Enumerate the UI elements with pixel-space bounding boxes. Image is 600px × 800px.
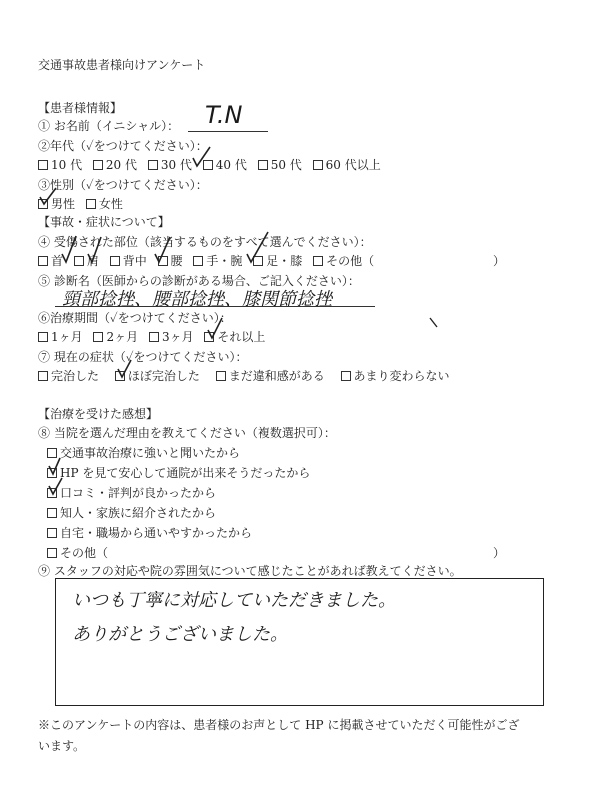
q9-label: ⑨ スタッフの対応や院の雰囲気について感じたことがあれば教えてください。: [38, 564, 462, 578]
reason-option-checked[interactable]: HP を見て安心して通院が出来そうだったから: [47, 464, 310, 481]
check-mark-icon: [247, 232, 268, 262]
check-mark-icon: [155, 237, 170, 262]
period-option[interactable]: 2ヶ月: [93, 328, 138, 345]
q6-label: ⑥治療期間（✓をつけてください）：: [38, 311, 232, 325]
patient-section-heading: 【患者様情報】: [38, 101, 123, 115]
q3-label: ③性別（✓をつけてください）：: [38, 178, 208, 192]
check-mark-icon: [88, 237, 101, 262]
gender-option[interactable]: 女性: [86, 195, 123, 212]
body-part-option[interactable]: 手・腕: [193, 252, 242, 269]
q1-handwritten-answer[interactable]: T.N: [205, 101, 243, 129]
period-option[interactable]: 3ヶ月: [149, 328, 194, 345]
reason-option-other[interactable]: その他（: [47, 544, 108, 561]
age-option[interactable]: 60 代以上: [313, 156, 381, 173]
feedback-section-heading: 【治療を受けた感想】: [38, 407, 159, 421]
reason-option[interactable]: 知人・家族に紹介されたから: [47, 504, 216, 521]
period-option-checked[interactable]: それ以上: [204, 328, 265, 345]
check-mark-icon: [208, 318, 222, 338]
survey-title: 交通事故患者様向けアンケート: [38, 58, 206, 72]
body-part-option-checked[interactable]: 首: [38, 252, 63, 269]
accident-section-heading: 【事故・症状について】: [38, 215, 170, 229]
footer-note-line: ※このアンケートの内容は、患者様のお声として HP に掲載させていただく可能性がござ: [38, 718, 520, 732]
q5-handwritten-answer[interactable]: 頸部捻挫、腰部捻挫、膝関節捻挫: [62, 289, 332, 310]
age-option[interactable]: 20 代: [93, 156, 137, 173]
q8-close-paren: ）: [493, 546, 506, 560]
q4-label: ④ 受傷された部位（該当するものをすべて選んでください）：: [38, 235, 372, 249]
body-part-option-other[interactable]: その他（: [313, 252, 374, 269]
age-option-checked[interactable]: 40 代: [203, 156, 247, 173]
body-part-option-checked[interactable]: 足・膝: [253, 252, 302, 269]
q1-label: ① お名前（イニシャル）：: [38, 119, 180, 133]
body-part-option-checked[interactable]: 腰: [158, 252, 183, 269]
q2-label: ②年代（✓をつけてください）：: [38, 139, 208, 153]
age-option[interactable]: 30 代: [148, 156, 192, 173]
symptom-option[interactable]: まだ違和感がある: [216, 367, 325, 384]
check-mark-icon: [49, 458, 60, 474]
age-option[interactable]: 10 代: [38, 156, 82, 173]
symptom-option-checked[interactable]: ほぼ完治した: [115, 367, 200, 384]
reason-option-checked[interactable]: 口コミ・評判が良かったから: [47, 484, 216, 501]
q5-label: ⑤ 診断名（医師からの診断がある場合、ご記入ください）：: [38, 274, 360, 288]
q7-label: ⑦ 現在の症状（✓をつけてください）：: [38, 350, 248, 364]
footer-note-line: います。: [38, 739, 86, 753]
q9-handwritten-line: いつも丁寧に対応していただきました。: [72, 590, 396, 611]
symptom-option[interactable]: 完治した: [38, 367, 99, 384]
check-mark-icon: [62, 236, 76, 262]
check-mark-icon: [118, 360, 131, 377]
symptom-option[interactable]: あまり変わらない: [341, 367, 450, 384]
q9-handwritten-line: ありがとうございました。: [72, 624, 288, 645]
period-option[interactable]: 1ヶ月: [38, 328, 83, 345]
q8-label: ⑧ 当院を選んだ理由を教えてください（複数選択可）：: [38, 426, 336, 440]
gender-option-checked[interactable]: 男性: [38, 195, 75, 212]
check-mark-icon: [49, 478, 62, 494]
age-option[interactable]: 50 代: [258, 156, 302, 173]
body-part-option-checked[interactable]: 肩: [74, 252, 99, 269]
reason-option[interactable]: 交通事故治療に強いと聞いたから: [47, 444, 240, 461]
check-mark-icon: [193, 147, 210, 166]
body-part-option[interactable]: 背中: [110, 252, 147, 269]
check-mark-icon: [430, 318, 437, 327]
check-mark-icon: [40, 188, 56, 204]
q4-close-paren: ）: [493, 254, 506, 268]
reason-option[interactable]: 自宅・職場から通いやすかったから: [47, 524, 252, 541]
